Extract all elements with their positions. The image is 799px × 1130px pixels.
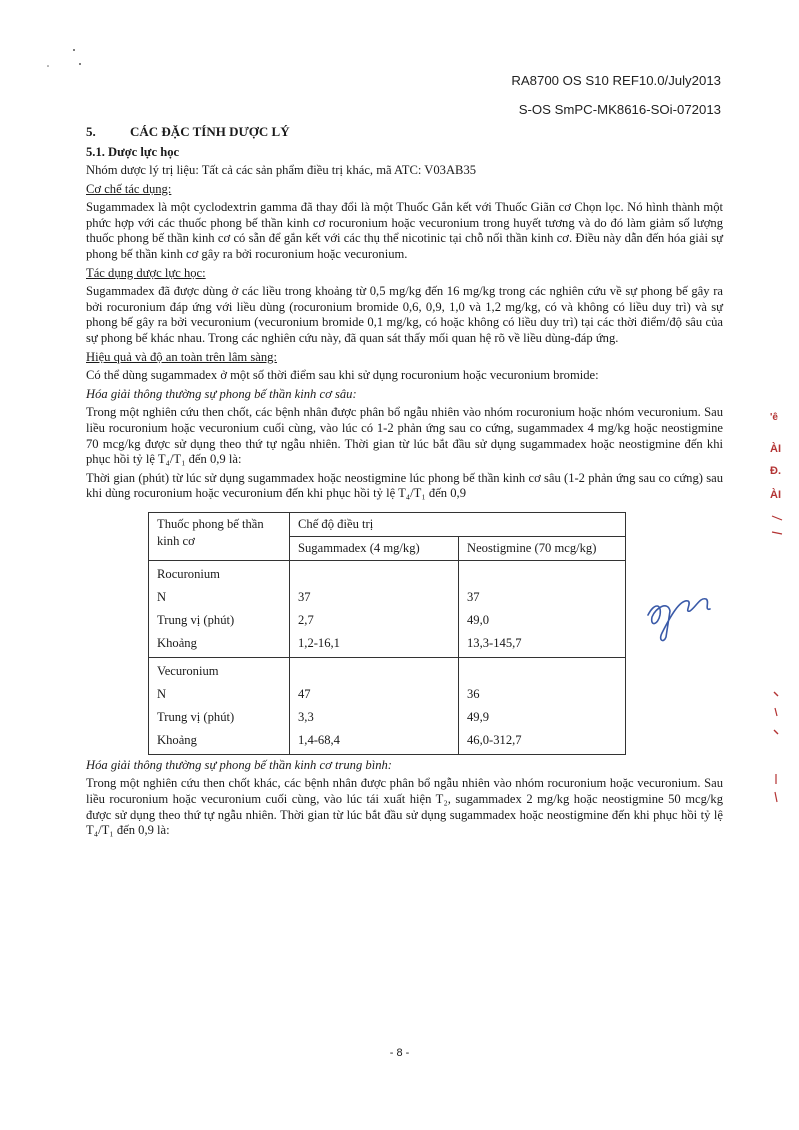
- table-row: [149, 729, 626, 755]
- svg-text:'ê: 'ê: [770, 412, 778, 423]
- moderate-block-heading: Hóa giải thông thường sự phong bế thần kinh cơ trung bình:: [86, 757, 392, 772]
- row-label: Khoảng: [149, 632, 290, 658]
- table-row: [149, 683, 626, 706]
- row-label: Trung vị (phút): [149, 609, 290, 632]
- doc-reference: RA8700 OS S10 REF10.0/July2013: [511, 73, 721, 88]
- section-heading: [86, 124, 723, 140]
- doc-code: S-OS SmPC-MK8616-SOi-072013: [518, 102, 721, 117]
- table-row: [149, 586, 626, 609]
- treatment-group-header: Chế độ điều trị: [298, 516, 374, 531]
- deep-block-text: Trong một nghiên cứu then chốt, các bệnh nhân được phân bổ ngẫu nhiên vào nhóm rocuronium hoặc nhóm vecuronium. Sau liều rocuronium hoặc vecuronium cuối cùng, vào lúc có 1-2 phản ứng sau co cứng, sugammadex 4 mg/kg hoặc neostigmine 70 mcg/kg được sử dụng theo thứ tự ngẫu nhiên. Thời gian từ lúc bắt đầu sử dụng sugammadex hoặc neostigmine đến khi phục hồi tỷ lệ T₄/T₁ đến 0,9 là:: [86, 405, 723, 467]
- group-label: Vecuronium: [149, 657, 290, 683]
- subsection-heading: 5.1. Dược lực học: [86, 145, 180, 159]
- pharmacodynamics-heading: Tác dụng dược lực học:: [86, 265, 206, 280]
- mechanism-heading: Cơ chế tác dụng:: [86, 181, 172, 196]
- signature-mark: [640, 585, 720, 649]
- group-label: Rocuronium: [149, 560, 290, 586]
- cell-sugammadex: 1,4-68,4: [290, 729, 459, 755]
- row-label: N: [149, 683, 290, 706]
- col-drug-header: Thuốc phong bế thần kinh cơ: [149, 512, 290, 560]
- cell-sugammadex: 2,7: [290, 609, 459, 632]
- cell-neostigmine: 46,0-312,7: [459, 729, 626, 755]
- row-label: Khoảng: [149, 729, 290, 755]
- table-row: [149, 632, 626, 658]
- efficacy-heading: Hiệu quả và độ an toàn trên lâm sàng:: [86, 349, 277, 364]
- col-neostigmine-header: Neostigmine (70 mcg/kg): [467, 540, 597, 555]
- cell-neostigmine: 36: [459, 683, 626, 706]
- cell-neostigmine: 13,3-145,7: [459, 632, 626, 658]
- svg-text:ÀI: ÀI: [770, 443, 781, 455]
- cell-neostigmine: 49,9: [459, 706, 626, 729]
- table-row: [149, 657, 626, 683]
- pharmacodynamics-text: Sugammadex đã được dùng ở các liều trong khoảng từ 0,5 mg/kg đến 16 mg/kg trong các nghiên cứu về sự phong bế gây ra bởi rocuronium đáp ứng với liều dùng (rocuronium bromide 0,6, 0,9, 1,0 và 1,2 mg/kg, có và không có liều duy trì) và sự phong bế gây ra bởi vecuronium (vecuronium bromide 0,1 mg/kg, có hoặc không có liều duy trì) tại các thời điểm/độ sâu của sự phong bế khác nhau. Trong các nghiên cứu này, đã quan sát thấy mối quan hệ rõ về liều dùng-đáp ứng.: [86, 284, 723, 345]
- cell-neostigmine: 37: [459, 586, 626, 609]
- treatment-subheaders: [290, 536, 625, 560]
- table-header-row: [149, 512, 626, 560]
- table-row: [149, 560, 626, 586]
- treatment-header-cell: [290, 512, 626, 560]
- mechanism-text: Sugammadex là một cyclodextrin gamma đã thay đổi là một Thuốc Gắn kết với Thuốc Giãn cơ Chọn lọc. Nó hình thành một phức hợp với các thuốc phong bế thần kinh cơ rocuronium hoặc vecuronium trong huyết tương và do đó làm giảm số lượng thuốc phong bế thần kinh cơ có sẵn để gắn kết với các thụ thể nicotinic tại chỗ nối thần kinh cơ. Điều này dẫn đến hóa giải sự phong bế thần kinh cơ gây ra bởi rocuronium hoặc vecuronium.: [86, 200, 723, 261]
- page-content: [86, 124, 723, 842]
- table-row: [149, 706, 626, 729]
- moderate-block-text: Trong một nghiên cứu then chốt khác, các bệnh nhân được phân bổ ngẫu nhiên vào nhóm rocuronium hoặc vecuronium. Sau liều rocuronium hoặc vecuronium cuối cùng, vào lúc tái xuất hiện T₂, sugammadex 2 mg/kg hoặc neostigmine 50 mcg/kg được sử dụng theo thứ tự ngẫu nhiên. Thời gian từ lúc bắt đầu sử dụng sugammadex hoặc neostigmine đến khi phục hồi tỷ lệ T₄/T₁ đến 0,9 là:: [86, 776, 723, 838]
- cell-neostigmine: 49,0: [459, 609, 626, 632]
- stamp-fragment: [768, 408, 788, 541]
- svg-text:Đ.: Đ.: [770, 465, 781, 477]
- scan-specks: [44, 48, 84, 82]
- page-number: - 8 -: [389, 1047, 410, 1059]
- efficacy-intro: Có thể dùng sugammadex ở một số thời điểm sau khi sử dụng rocuronium hoặc vecuronium bromide:: [86, 368, 599, 383]
- row-label: N: [149, 586, 290, 609]
- cell-sugammadex: 37: [290, 586, 459, 609]
- section-title: CÁC ĐẶC TÍNH DƯỢC LÝ: [130, 124, 290, 139]
- cell-sugammadex: 1,2-16,1: [290, 632, 459, 658]
- svg-text:ÀI: ÀI: [770, 489, 781, 501]
- stamp-fragment-lower: [768, 688, 784, 811]
- results-table: [148, 512, 626, 755]
- cell-sugammadex: 47: [290, 683, 459, 706]
- row-label: Trung vị (phút): [149, 706, 290, 729]
- section-number: 5.: [86, 124, 96, 139]
- table-row: [149, 609, 626, 632]
- col-sugammadex-header: Sugammadex (4 mg/kg): [290, 537, 459, 560]
- therapeutic-group: Nhóm dược lý trị liệu: Tất cả các sản phẩm điều trị khác, mã ATC: V03AB35: [86, 163, 477, 177]
- deep-block-heading: Hóa giải thông thường sự phong bế thần kinh cơ sâu:: [86, 386, 357, 401]
- cell-sugammadex: 3,3: [290, 706, 459, 729]
- time-description: Thời gian (phút) từ lúc sử dụng sugammadex hoặc neostigmine lúc phong bế thần kinh cơ sâu (1-2 phản ứng sau co cứng) sau khi dùng rocuronium hoặc vecuronium đến khi phục hồi tỷ lệ T₄/T₁ đến 0,9: [86, 470, 723, 501]
